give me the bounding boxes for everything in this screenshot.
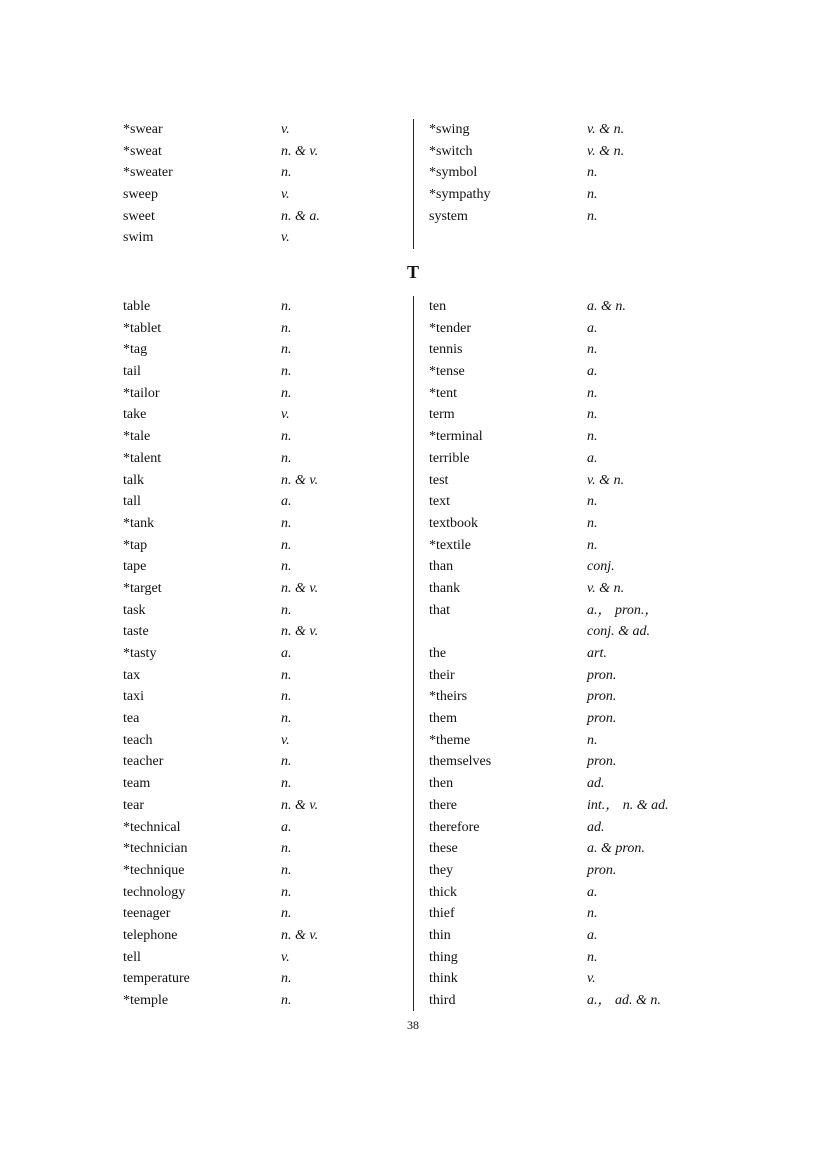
- entry-row: [123, 708, 403, 730]
- entry-row: [429, 751, 709, 773]
- entry-part-of-speech: n.: [587, 187, 598, 203]
- entry-row: [123, 578, 403, 600]
- entry-row: [429, 860, 709, 882]
- entry-row: [123, 318, 403, 340]
- entry-part-of-speech: ad.: [587, 776, 605, 792]
- entry-row: [429, 643, 709, 665]
- entry-part-of-speech: n.: [587, 537, 598, 553]
- entry-part-of-speech: n.: [281, 602, 292, 618]
- entry-word: *terminal: [429, 429, 483, 445]
- entry-row: [123, 882, 403, 904]
- entry-word: sweet: [123, 208, 155, 224]
- entry-word: teach: [123, 732, 153, 748]
- entry-word: term: [429, 407, 455, 423]
- entry-row: [123, 838, 403, 860]
- entry-row: [429, 708, 709, 730]
- entry-part-of-speech: n.: [281, 320, 292, 336]
- entry-part-of-speech: n. & a.: [281, 208, 320, 224]
- entry-word: thank: [429, 580, 461, 596]
- entry-row: [429, 162, 709, 184]
- entry-part-of-speech: a.， pron.，: [587, 602, 659, 618]
- entry-word: take: [123, 407, 147, 423]
- entry-word: therefore: [429, 819, 480, 835]
- entry-row: [429, 817, 709, 839]
- entry-word: *textile: [429, 537, 471, 553]
- entry-word: taxi: [123, 689, 144, 705]
- entry-part-of-speech: n.: [281, 385, 292, 401]
- entry-word: sweep: [123, 187, 158, 203]
- entry-part-of-speech: n.: [281, 711, 292, 727]
- entry-part-of-speech: n.: [281, 884, 292, 900]
- entry-row: [123, 665, 403, 687]
- entry-part-of-speech: ad.: [587, 819, 605, 835]
- entry-part-of-speech: a.: [281, 819, 292, 835]
- entry-part-of-speech: a.， ad. & n.: [587, 993, 661, 1008]
- entry-row: [123, 296, 403, 318]
- page-number: 38: [407, 1018, 419, 1032]
- entry-row: [429, 903, 709, 925]
- entry-part-of-speech: n.: [281, 559, 292, 575]
- entry-part-of-speech: conj.: [587, 559, 615, 575]
- entry-row: [429, 925, 709, 947]
- entry-part-of-speech: n.: [281, 429, 292, 445]
- entry-row: [123, 621, 403, 643]
- entry-part-of-speech: a.: [281, 494, 292, 510]
- entry-word: *tap: [123, 537, 148, 553]
- entry-word: thief: [429, 906, 455, 922]
- entry-part-of-speech: n.: [281, 689, 292, 705]
- entry-part-of-speech: a.: [587, 450, 598, 466]
- entry-part-of-speech: pron.: [587, 711, 617, 727]
- entry-row: [123, 600, 403, 622]
- entry-word: tall: [123, 494, 141, 510]
- entry-row: [123, 947, 403, 969]
- entry-part-of-speech: n.: [281, 993, 292, 1008]
- entry-word: then: [429, 776, 454, 792]
- entry-word: tennis: [429, 342, 463, 358]
- entry-part-of-speech: v.: [281, 949, 290, 965]
- entry-row: [123, 404, 403, 426]
- entry-word: text: [429, 494, 450, 510]
- entry-row: [429, 730, 709, 752]
- entry-part-of-speech: n. & v.: [281, 143, 319, 159]
- entry-part-of-speech: v.: [281, 187, 290, 203]
- entry-word: these: [429, 841, 458, 857]
- entry-row: [429, 448, 709, 470]
- entry-word: tape: [123, 559, 147, 575]
- entry-part-of-speech: v.: [281, 407, 290, 423]
- entry-row: [429, 990, 709, 1012]
- entry-row: [429, 404, 709, 426]
- right-column: [429, 296, 709, 1012]
- entry-word: *temple: [123, 993, 169, 1008]
- entry-part-of-speech: v.: [281, 732, 290, 748]
- entry-word: system: [429, 208, 468, 224]
- entry-part-of-speech: a.: [587, 364, 598, 380]
- entry-word: thin: [429, 927, 451, 943]
- entry-row: [429, 491, 709, 513]
- entry-row: [429, 838, 709, 860]
- entry-part-of-speech: n.: [281, 450, 292, 466]
- entry-word: their: [429, 667, 455, 683]
- entry-word: thing: [429, 949, 458, 965]
- entry-word: *sweater: [123, 165, 173, 181]
- entry-part-of-speech: pron.: [587, 667, 617, 683]
- entry-word: thick: [429, 884, 457, 900]
- entry-part-of-speech: n.: [281, 862, 292, 878]
- entry-part-of-speech: n. & v.: [281, 580, 319, 596]
- entry-part-of-speech: pron.: [587, 862, 617, 878]
- entry-word: *symbol: [429, 165, 478, 181]
- section-heading-t: T: [406, 262, 419, 282]
- entry-part-of-speech: n.: [587, 515, 598, 531]
- entry-word: terrible: [429, 450, 470, 466]
- entry-row: [123, 383, 403, 405]
- entry-row: [123, 491, 403, 513]
- entry-row: [123, 860, 403, 882]
- entry-part-of-speech: a.: [587, 884, 598, 900]
- entry-row: [123, 184, 403, 206]
- entry-part-of-speech: int.， n. & ad.: [587, 797, 669, 813]
- entry-part-of-speech: n.: [281, 754, 292, 770]
- entry-word: that: [429, 602, 450, 618]
- entry-row: [429, 383, 709, 405]
- entry-word: table: [123, 299, 151, 314]
- entry-word: there: [429, 797, 457, 813]
- entry-word: tail: [123, 364, 141, 380]
- entry-word: temperature: [123, 971, 190, 987]
- column-divider: [413, 119, 414, 249]
- entry-word: tax: [123, 667, 141, 683]
- entry-word: talk: [123, 472, 144, 488]
- entry-row: [429, 361, 709, 383]
- entry-word: *swear: [123, 122, 163, 137]
- entry-part-of-speech: n.: [587, 165, 598, 181]
- entry-part-of-speech: v. & n.: [587, 143, 625, 159]
- entry-row: [429, 556, 709, 578]
- entry-word: teacher: [123, 754, 164, 770]
- entry-word: *technician: [123, 841, 188, 857]
- entry-part-of-speech: a.: [587, 320, 598, 336]
- entry-row: [123, 535, 403, 557]
- right-column: [429, 119, 709, 227]
- entry-word: technology: [123, 884, 186, 900]
- entry-row: [429, 535, 709, 557]
- entry-part-of-speech: a.: [587, 927, 598, 943]
- entry-row: [429, 621, 709, 643]
- entry-row: [123, 426, 403, 448]
- entry-row: [123, 686, 403, 708]
- entry-part-of-speech: v.: [281, 122, 290, 137]
- entry-word: *target: [123, 580, 162, 596]
- entry-part-of-speech: n. & v.: [281, 624, 319, 640]
- entry-row: [429, 686, 709, 708]
- entry-part-of-speech: n.: [587, 732, 598, 748]
- entry-word: they: [429, 862, 454, 878]
- entry-row: [429, 318, 709, 340]
- entry-row: [429, 795, 709, 817]
- entry-word: the: [429, 646, 447, 661]
- entry-word: *swing: [429, 122, 470, 137]
- entry-part-of-speech: v. & n.: [587, 580, 625, 596]
- entry-row: [123, 339, 403, 361]
- entry-part-of-speech: n.: [587, 494, 598, 510]
- entry-part-of-speech: n.: [281, 667, 292, 683]
- entry-word: third: [429, 993, 456, 1008]
- entry-word: *tender: [429, 320, 471, 336]
- entry-word: tell: [123, 949, 141, 965]
- entry-row: [123, 227, 403, 249]
- entry-part-of-speech: n.: [281, 776, 292, 792]
- entry-part-of-speech: n.: [281, 841, 292, 857]
- entry-row: [429, 600, 709, 622]
- entry-part-of-speech: n. & v.: [281, 797, 319, 813]
- entry-row: [123, 119, 403, 141]
- entry-part-of-speech: n.: [281, 165, 292, 181]
- entry-word: *technical: [123, 819, 181, 835]
- entry-word: *technique: [123, 862, 185, 878]
- entry-word: *theme: [429, 732, 471, 748]
- entry-row: [123, 448, 403, 470]
- entry-row: [123, 773, 403, 795]
- entry-word: tea: [123, 711, 140, 727]
- entry-row: [429, 206, 709, 228]
- entry-part-of-speech: n. & v.: [281, 472, 319, 488]
- entry-row: [429, 426, 709, 448]
- entry-row: [123, 968, 403, 990]
- entry-word: *sympathy: [429, 187, 491, 203]
- entry-part-of-speech: n.: [587, 949, 598, 965]
- entry-row: [123, 141, 403, 163]
- entry-word: telephone: [123, 927, 178, 943]
- entry-word: *tag: [123, 342, 148, 358]
- left-column: [123, 296, 403, 1012]
- entry-word: think: [429, 971, 458, 987]
- entry-row: [429, 968, 709, 990]
- entry-row: [429, 882, 709, 904]
- entry-row: [123, 990, 403, 1012]
- entry-row: [429, 578, 709, 600]
- entry-word: team: [123, 776, 151, 792]
- entry-part-of-speech: n.: [281, 537, 292, 553]
- entry-word: swim: [123, 230, 154, 246]
- entry-row: [123, 361, 403, 383]
- entry-row: [429, 119, 709, 141]
- entry-word: *tale: [123, 429, 151, 445]
- entry-row: [123, 470, 403, 492]
- entry-word: ten: [429, 299, 447, 314]
- entry-word: *tent: [429, 385, 457, 401]
- entry-row: [123, 513, 403, 535]
- entry-word: test: [429, 472, 449, 488]
- entry-row: [429, 470, 709, 492]
- entry-part-of-speech: n.: [587, 342, 598, 358]
- left-column: [123, 119, 403, 249]
- entry-row: [429, 773, 709, 795]
- entry-word: *tailor: [123, 385, 160, 401]
- entry-row: [123, 795, 403, 817]
- entry-word: *talent: [123, 450, 162, 466]
- entry-row: [429, 339, 709, 361]
- entry-word: *switch: [429, 143, 473, 159]
- column-divider: [413, 296, 414, 1011]
- entry-part-of-speech: v.: [281, 230, 290, 246]
- entry-row: [123, 925, 403, 947]
- entry-part-of-speech: n.: [281, 364, 292, 380]
- entry-row: [123, 903, 403, 925]
- entry-part-of-speech: n.: [281, 342, 292, 358]
- entry-part-of-speech: n.: [587, 429, 598, 445]
- entry-row: [429, 184, 709, 206]
- entry-part-of-speech: n.: [281, 906, 292, 922]
- entry-row: [123, 556, 403, 578]
- entry-part-of-speech: v. & n.: [587, 122, 625, 137]
- entry-part-of-speech: v. & n.: [587, 472, 625, 488]
- entry-row: [429, 947, 709, 969]
- entry-row: [123, 817, 403, 839]
- entry-word: them: [429, 711, 457, 727]
- entry-part-of-speech: a. & pron.: [587, 841, 645, 857]
- entry-row: [123, 751, 403, 773]
- entry-word: *sweat: [123, 143, 162, 159]
- entry-row: [123, 206, 403, 228]
- entry-word: task: [123, 602, 146, 618]
- entry-part-of-speech: n.: [281, 299, 292, 314]
- entry-part-of-speech: n. & v.: [281, 927, 319, 943]
- entry-part-of-speech: v.: [587, 971, 596, 987]
- entry-word: than: [429, 559, 454, 575]
- entry-word: textbook: [429, 515, 478, 531]
- entry-word: taste: [123, 624, 149, 640]
- entry-part-of-speech: conj. & ad.: [587, 624, 650, 640]
- entry-word: teenager: [123, 906, 171, 922]
- entry-part-of-speech: n.: [587, 407, 598, 423]
- entry-part-of-speech: pron.: [587, 754, 617, 770]
- entry-part-of-speech: n.: [587, 208, 598, 224]
- entry-row: [123, 643, 403, 665]
- entry-word: themselves: [429, 754, 492, 770]
- entry-word: *tablet: [123, 320, 162, 336]
- entry-part-of-speech: pron.: [587, 689, 617, 705]
- entry-part-of-speech: n.: [587, 906, 598, 922]
- entry-part-of-speech: n.: [281, 515, 292, 531]
- entry-part-of-speech: a. & n.: [587, 299, 626, 314]
- entry-row: [429, 141, 709, 163]
- entry-part-of-speech: a.: [281, 646, 292, 661]
- entry-word: *tasty: [123, 646, 157, 661]
- entry-word: tear: [123, 797, 144, 813]
- entry-row: [429, 296, 709, 318]
- entry-word: *theirs: [429, 689, 468, 705]
- entry-part-of-speech: art.: [587, 646, 607, 661]
- entry-row: [429, 513, 709, 535]
- entry-part-of-speech: n.: [587, 385, 598, 401]
- entry-row: [123, 162, 403, 184]
- entry-row: [429, 665, 709, 687]
- entry-row: [123, 730, 403, 752]
- entry-word: *tank: [123, 515, 155, 531]
- entry-part-of-speech: n.: [281, 971, 292, 987]
- entry-word: *tense: [429, 364, 465, 380]
